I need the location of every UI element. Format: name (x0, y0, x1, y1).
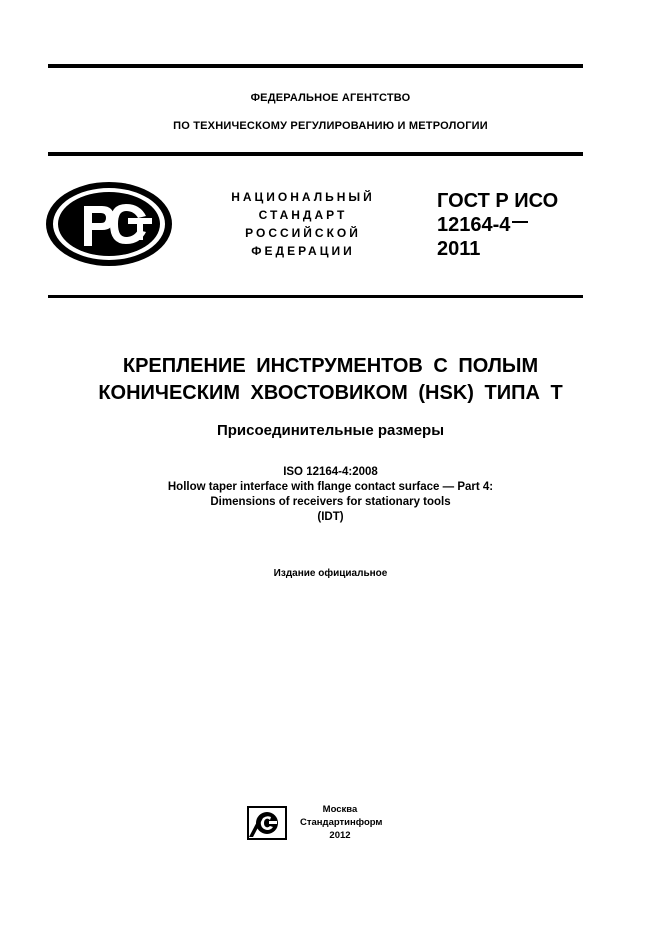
national-line: НАЦИОНАЛЬНЫЙ (231, 190, 375, 204)
standard-block-rule (48, 295, 583, 298)
edition-label: Издание официальное (273, 568, 388, 579)
standartinform-logo-icon (247, 806, 287, 840)
title-line-2: КОНИЧЕСКИМ ХВОСТОВИКОМ (HSK) ТИПА Т (98, 382, 563, 404)
dash-icon (512, 221, 528, 223)
rst-certification-mark-icon (44, 180, 174, 268)
gost-number: 12164-4 (437, 214, 511, 236)
national-standard-label (214, 188, 392, 260)
iso-number: ISO 12164-4:2008 (283, 466, 378, 478)
iso-equivalence: (IDT) (317, 511, 344, 523)
title-line-1: КРЕПЛЕНИЕ ИНСТРУМЕНТОВ С ПОЛЫМ (122, 355, 539, 377)
publication-year: 2012 (329, 830, 351, 841)
publisher-info (300, 803, 383, 842)
national-line: СТАНДАРТ (258, 208, 348, 222)
iso-title-line-2: Dimensions of receivers for stationary tools (210, 496, 451, 508)
gost-designation (437, 189, 558, 261)
publisher-city: Москва (322, 804, 358, 815)
gost-line-2 (437, 213, 558, 237)
gost-year: 2011 (437, 238, 481, 260)
top-rule (48, 64, 583, 68)
publisher-name: Стандартинформ (300, 817, 383, 828)
national-line: РОССИЙСКОЙ (245, 226, 361, 240)
national-line: ФЕДЕРАЦИИ (251, 244, 355, 258)
iso-title-line-1: Hollow taper interface with flange contact surface — Part 4: (167, 481, 494, 493)
document-subtitle: Присоединительные размеры (216, 422, 445, 439)
gost-line-1: ГОСТ Р ИСО (437, 190, 559, 212)
document-title (0, 353, 661, 407)
agency-line-2: ПО ТЕХНИЧЕСКОМУ РЕГУЛИРОВАНИЮ И МЕТРОЛОГИИ (173, 120, 488, 132)
iso-reference (0, 465, 661, 525)
agency-line-1: ФЕДЕРАЛЬНОЕ АГЕНТСТВО (250, 92, 411, 104)
header-rule (48, 152, 583, 156)
